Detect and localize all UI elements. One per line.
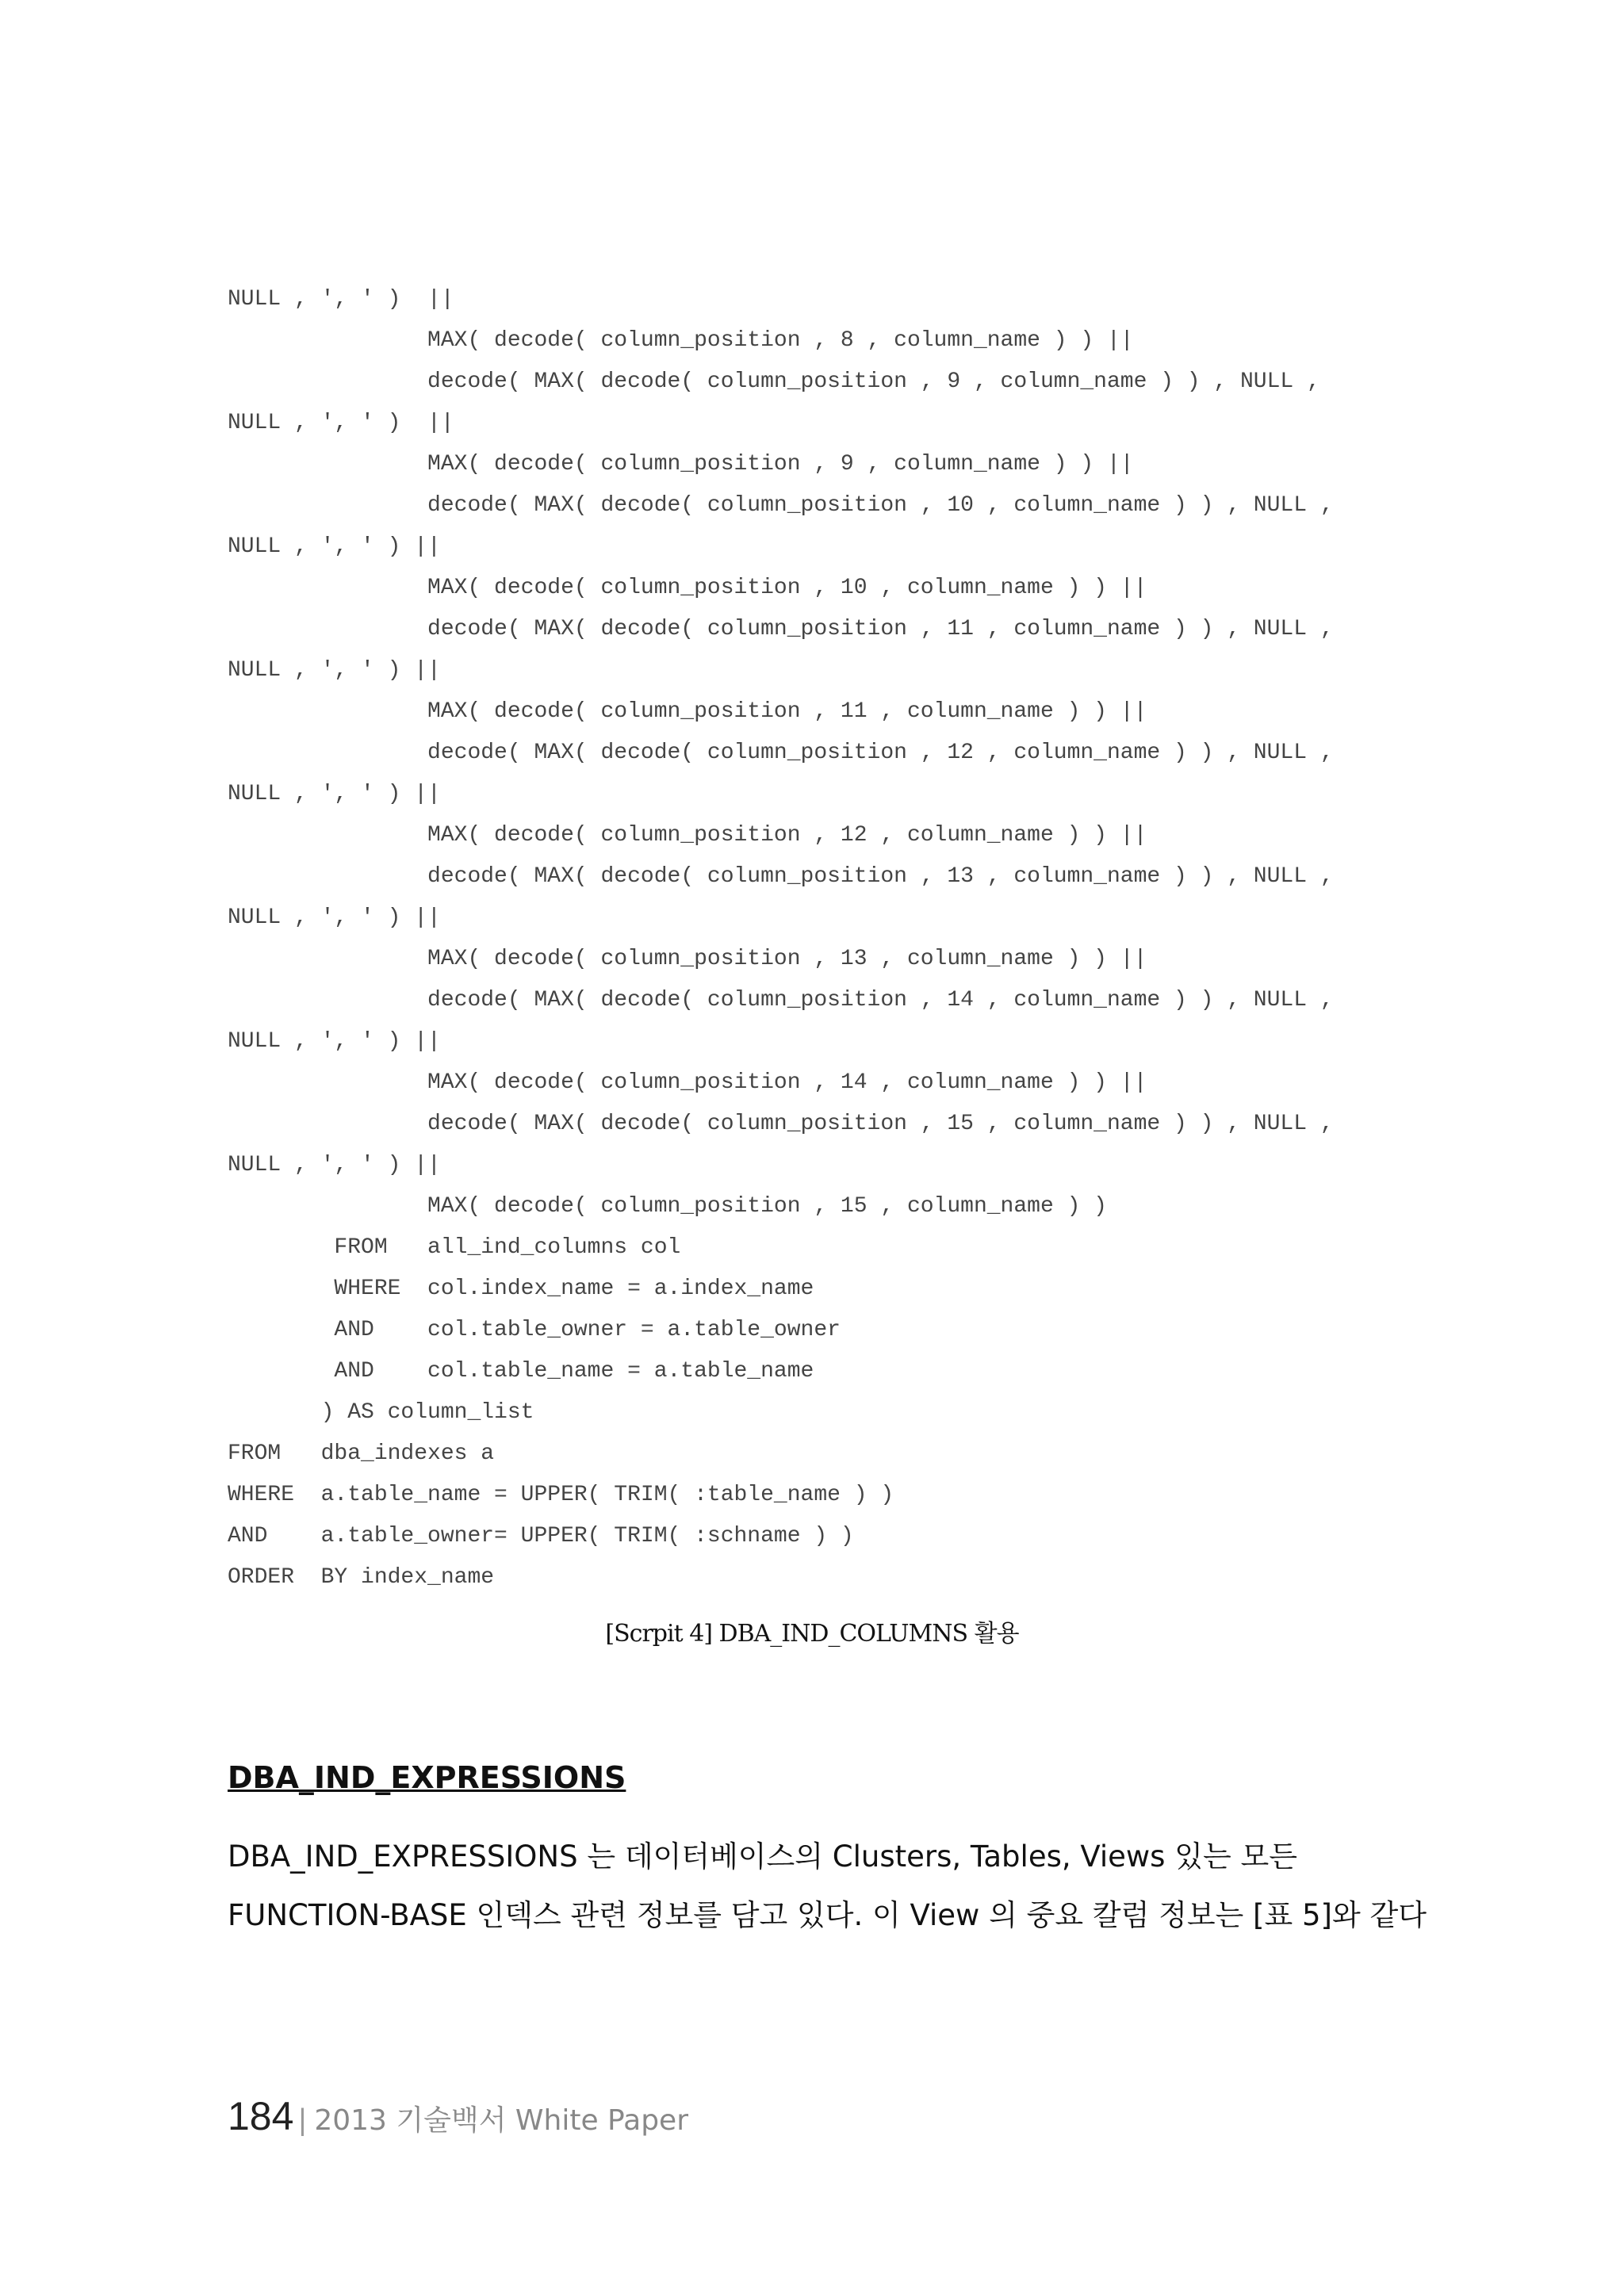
code-line: AND col.table_name = a.table_name [228, 1359, 814, 1384]
footer-separator: | [298, 2104, 307, 2137]
code-line: FROM all_ind_columns col [228, 1235, 681, 1260]
code-line: WHERE col.index_name = a.index_name [228, 1277, 814, 1301]
code-line: NULL , ', ' ) || [228, 534, 441, 559]
page-footer [228, 2093, 688, 2139]
code-line: AND col.table_owner = a.table_owner [228, 1318, 841, 1342]
page-number: 184 [228, 2094, 294, 2138]
paragraph-line: DBA_IND_EXPRESSIONS 는 데이터베이스의 Clusters, Tables, Views 있는 모든 [228, 1839, 1297, 1874]
code-line: WHERE a.table_name = UPPER( TRIM( :table_name ) ) [228, 1483, 894, 1507]
code-line: decode( MAX( decode( column_position , 11 , column_name ) ) , NULL , [228, 617, 1334, 641]
code-line: decode( MAX( decode( column_position , 14 , column_name ) ) , NULL , [228, 988, 1334, 1013]
section-heading: DBA_IND_EXPRESSIONS [228, 1760, 626, 1795]
code-line: MAX( decode( column_position , 12 , column_name ) ) || [228, 823, 1147, 848]
footer-title: 2013 기술백서 White Paper [314, 2104, 688, 2137]
paragraph-line: FUNCTION-BASE 인덱스 관련 정보를 담고 있다. 이 View 의 중요 칼럼 정보는 [표 5]와 같다 [228, 1898, 1427, 1932]
code-line: decode( MAX( decode( column_position , 10 , column_name ) ) , NULL , [228, 493, 1334, 518]
code-line: NULL , ', ' ) || [228, 1153, 441, 1177]
code-line: decode( MAX( decode( column_position , 12 , column_name ) ) , NULL , [228, 741, 1334, 765]
code-line: MAX( decode( column_position , 14 , column_name ) ) || [228, 1070, 1147, 1095]
code-line: NULL , ', ' ) || [228, 782, 441, 806]
code-line: NULL , ', ' ) || [228, 1029, 441, 1054]
code-line: decode( MAX( decode( column_position , 13 , column_name ) ) , NULL , [228, 864, 1334, 889]
script-caption: [Scrpit 4] DBA_IND_COLUMNS 활용 [605, 1620, 1019, 1648]
code-line: NULL , ', ' ) || [228, 658, 441, 683]
code-line: NULL , ', ' ) || [228, 905, 441, 930]
body-paragraph [228, 1828, 1427, 1945]
code-block [228, 279, 1334, 1598]
code-line: NULL , ', ' ) || [228, 411, 454, 435]
code-line: decode( MAX( decode( column_position , 15 , column_name ) ) , NULL , [228, 1112, 1334, 1136]
code-line: MAX( decode( column_position , 10 , column_name ) ) || [228, 576, 1147, 600]
code-line: FROM dba_indexes a [228, 1441, 495, 1466]
code-line: MAX( decode( column_position , 9 , column_name ) ) || [228, 452, 1134, 477]
code-line: MAX( decode( column_position , 11 , column_name ) ) || [228, 699, 1147, 724]
code-line: decode( MAX( decode( column_position , 9 , column_name ) ) , NULL , [228, 369, 1320, 394]
code-line: NULL , ', ' ) || [228, 287, 454, 312]
code-line: MAX( decode( column_position , 8 , column_name ) ) || [228, 328, 1134, 353]
code-line: MAX( decode( column_position , 15 , column_name ) ) [228, 1194, 1107, 1219]
code-line: ) AS column_list [228, 1400, 534, 1425]
code-line: MAX( decode( column_position , 13 , column_name ) ) || [228, 947, 1147, 971]
code-line: ORDER BY index_name [228, 1565, 495, 1590]
code-line: AND a.table_owner= UPPER( TRIM( :schname ) ) [228, 1524, 854, 1548]
